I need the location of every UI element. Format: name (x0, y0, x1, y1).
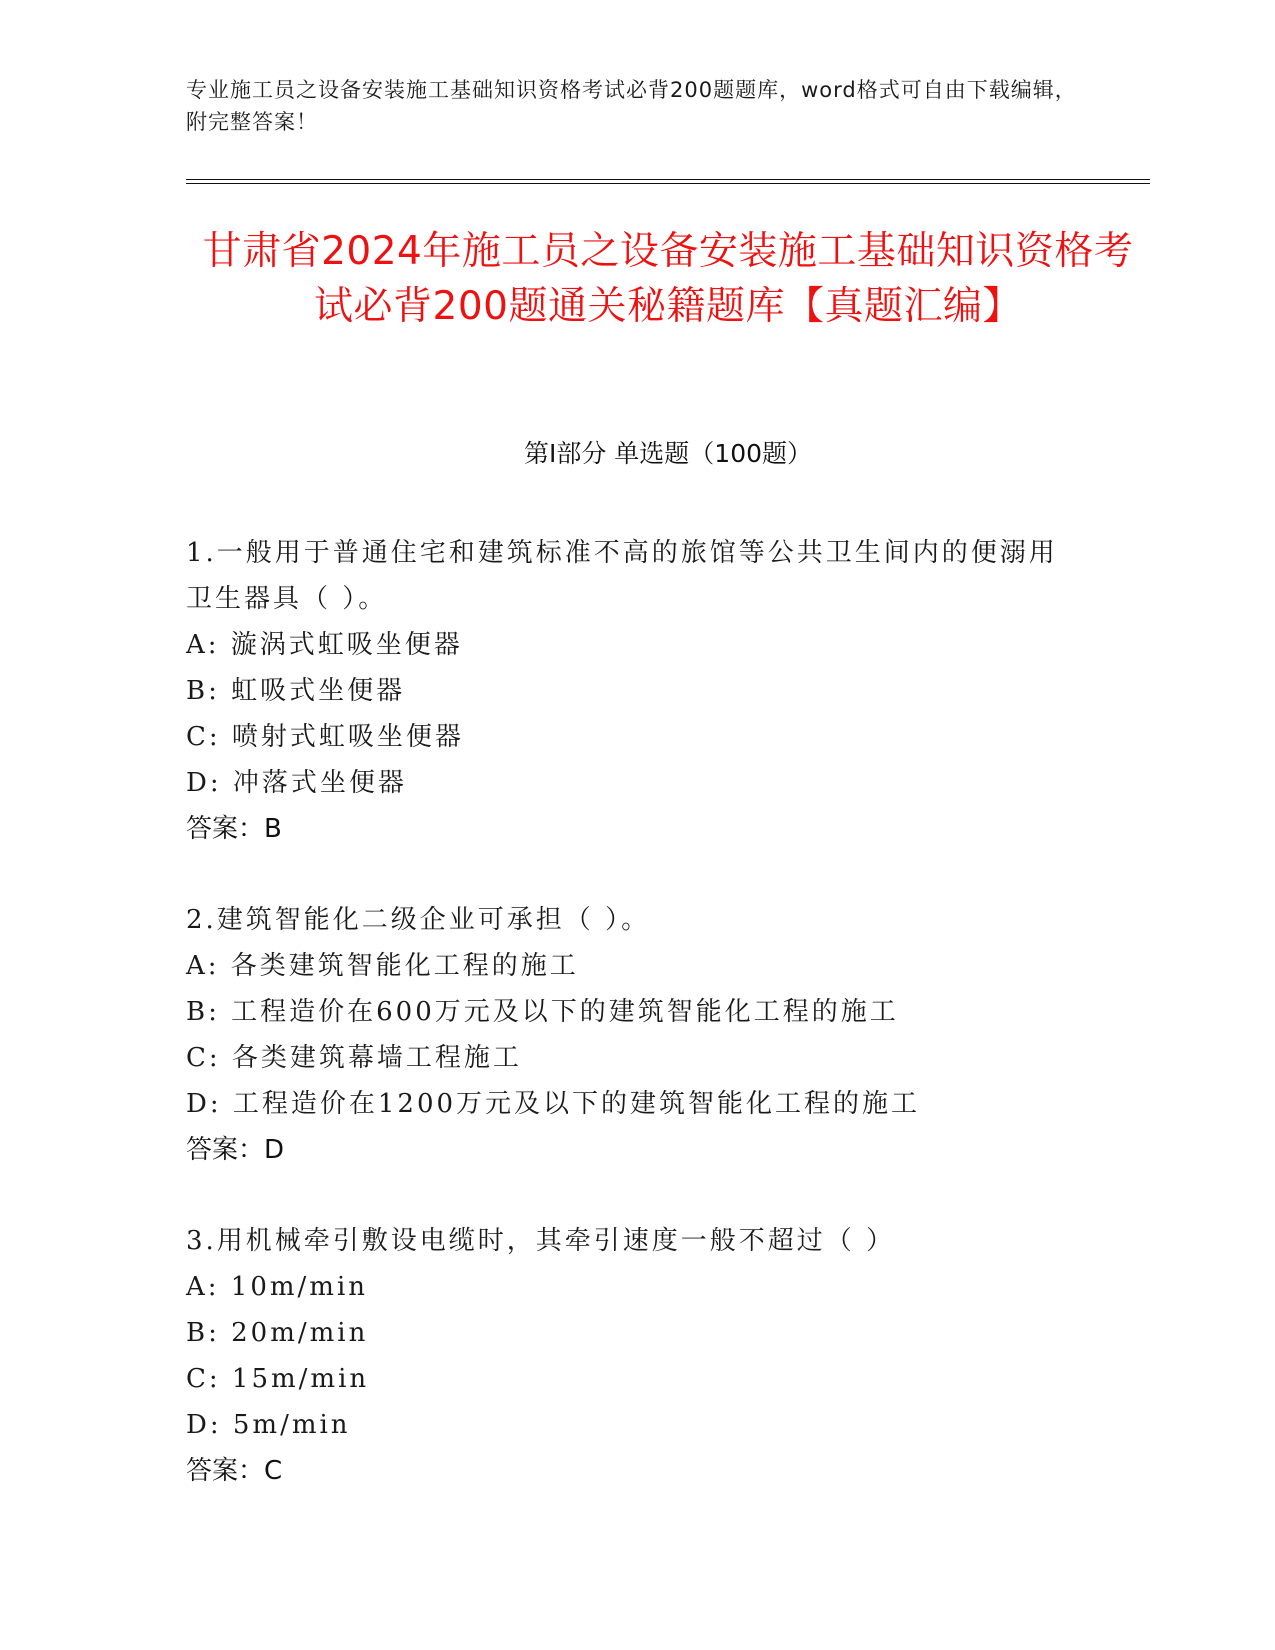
section-title: 第I部分 单选题（100题） (523, 439, 813, 468)
option-a: A: 各类建筑智能化工程的施工 (186, 951, 579, 981)
question-item (186, 1218, 1086, 1494)
header-divider-bottom (186, 183, 1150, 184)
document-title: 甘肃省2024年施工员之设备安装施工基础知识资格考试必背200题通关秘籍题库【真题汇编】 (202, 229, 1134, 329)
answer-label: 答案：D (186, 1135, 285, 1165)
option-a: A: 10m/min (186, 1272, 369, 1302)
option-d: D: 5m/min (186, 1410, 351, 1440)
option-d: D: 冲落式坐便器 (186, 768, 407, 798)
option-c: C: 喷射式虹吸坐便器 (186, 722, 464, 752)
question-item (186, 897, 1086, 1173)
question-item (186, 530, 1086, 852)
answer-label: 答案：B (186, 814, 282, 844)
header-note: 专业施工员之设备安装施工基础知识资格考试必背200题题库，word格式可自由下载编辑，附完整答案！ (186, 78, 1077, 134)
option-c: C: 各类建筑幕墙工程施工 (186, 1043, 522, 1073)
header-divider-top (186, 179, 1150, 180)
option-a: A: 漩涡式虹吸坐便器 (186, 630, 463, 660)
question-stem: 3.用机械牵引敷设电缆时，其牵引速度一般不超过（ ） (186, 1226, 896, 1256)
answer-label: 答案：C (186, 1456, 283, 1486)
question-stem: 2.建筑智能化二级企业可承担（ ）。 (186, 905, 651, 935)
question-stem: 1.一般用于普通住宅和建筑标准不高的旅馆等公共卫生间内的便溺用卫生器具（ ）。 (186, 538, 1058, 614)
option-d: D: 工程造价在1200万元及以下的建筑智能化工程的施工 (186, 1089, 921, 1119)
option-b: B: 工程造价在600万元及以下的建筑智能化工程的施工 (186, 997, 899, 1027)
option-b: B: 虹吸式坐便器 (186, 676, 406, 706)
option-c: C: 15m/min (186, 1364, 370, 1394)
question-list (186, 530, 1086, 1539)
option-b: B: 20m/min (186, 1318, 369, 1348)
